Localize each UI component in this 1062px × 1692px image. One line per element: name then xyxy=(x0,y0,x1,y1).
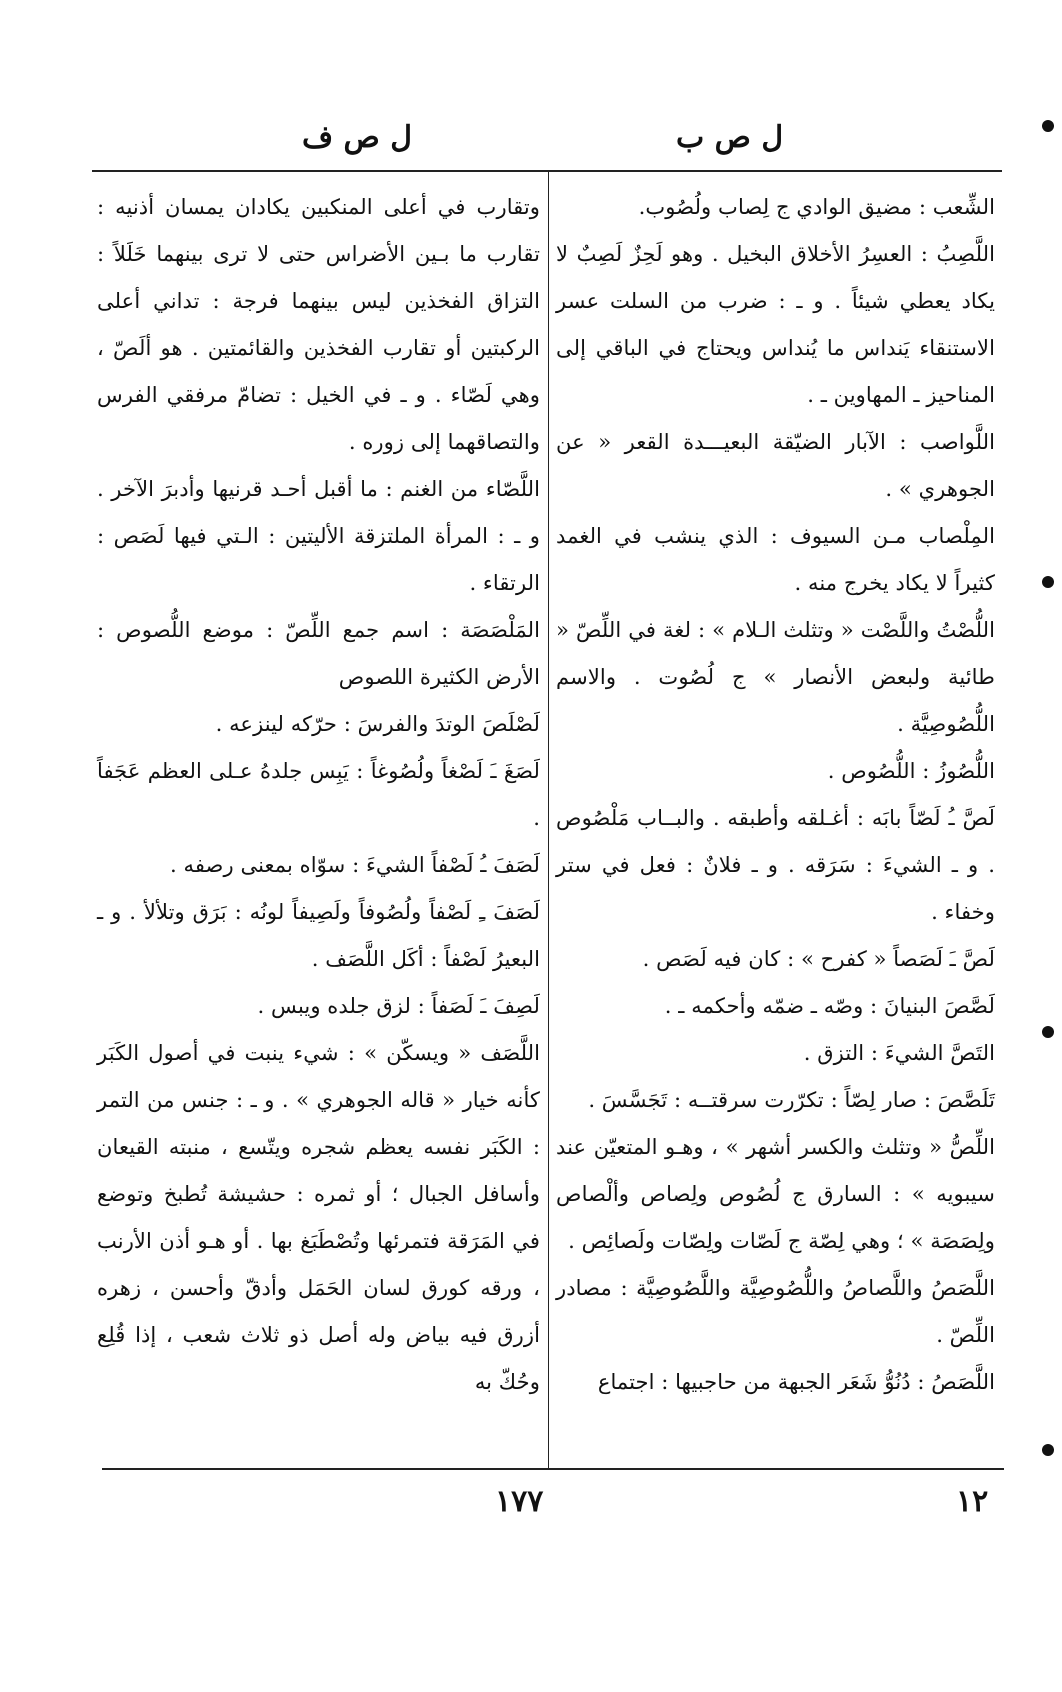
entry-paragraph: اللَّصَف « ويسكّن » : شيء ينبت في أصول الكَبَر كأنه خيار « قاله الجوهري » . و ـ : جنس من التمر : الكَبَر نفسه يعظم شجره ويتّسع ، منبته القيعان وأسافل الجبال ؛ أو ثمره : حشيشة تُطبخ وتوضع في المَرَقة فتمرئها وتُصْطَبَغ بها . أو هـو أذن الأرنب ، ورقه كورق لسان الحَمَل وأدقّ وأحسن ، زهره أزرق فيه بياض وله أصل ذو ثلاث شعب ، إذا قُلِع وحُكّ به xyxy=(97,1040,540,1394)
running-head-left: ل ص ف xyxy=(302,120,413,155)
entry-paragraph: وتقارب في أعلى المنكبين يكادان يمسان أذنيه : تقارب ما بـين الأضراس حتى لا ترى بينهما خَلَلاً : التزاق الفخذين ليس بينهما فرجة : تداني أعلى الركبتين أو تقارب الفخذين والقائمتين . هو ألَصّ ، وهي لَصّاء . و ـ في الخيل : تضامّ مرفقي الفرس والتصاقهما إلى زوره . xyxy=(97,194,540,454)
entry-paragraph: لَصَّصَ البنيانَ : وصّه ـ ضمّه وأحكمه ـ . xyxy=(664,993,995,1018)
entry-paragraph: اللَّصِبُ : العسِرُ الأخلاق البخيل . وهو لَحِزٌ لَصِبٌ لا يكاد يعطي شيئاً . و ـ : ضرب من السلت عسر الاستنقاء يَنداس ما يُنداس ويحتاج في الباقي إلى المناحيز ـ المهاوين ـ . xyxy=(556,241,995,407)
entry-paragraph: اللَّصَصُ واللَّصاصُ واللُّصُوصِيَّة واللَّصُوصِيَّة : مصادر اللِّصّ . xyxy=(556,1275,995,1347)
entry-paragraph: المَلْصَصَة : اسم جمع اللِّصّ : موضع اللُّصوص : الأرض الكثيرة اللصوص xyxy=(97,617,540,689)
sheet-number: ١٢ xyxy=(956,1484,989,1519)
entry-paragraph: لَصِفَ ـَ لَصَفاً : لزق جلده ويبس . xyxy=(257,993,540,1018)
margin-mark xyxy=(1042,576,1054,588)
entry-paragraph: التَصَّ الشيءَ : التزق . xyxy=(803,1040,995,1065)
right-column xyxy=(556,183,995,1405)
entry-paragraph: المِلْصاب مـن السيوف : الذي ينشب في الغمد كثيراً لا يكاد يخرج منه . xyxy=(556,523,995,595)
page-number: ١٧٧ xyxy=(495,1484,544,1519)
entry-paragraph: تَلَصَّصَ : صار لِصّاً : تكرّرت سرقتــه : تَجَسَّسَ . xyxy=(588,1087,995,1112)
entry-paragraph: اللُّصُوزُ : اللُّصُوص . xyxy=(827,758,995,783)
top-rule xyxy=(92,170,1002,172)
entry-paragraph: لَصَّ ـَ لَصَصاً « كفرح » : كان فيه لَصَص . xyxy=(642,946,995,971)
margin-mark xyxy=(1042,120,1054,132)
entry-paragraph: اللَّصّاء من الغنم : ما أقبل أحـد قرنيها وأدبرَ الآخر . و ـ : المرأة الملتزقة الأليتين : الـتي فيها لَصَص : الرتقاء . xyxy=(97,476,540,595)
running-head-right: ل ص ب xyxy=(676,120,784,155)
entry-paragraph: اللَّصَصُ : دُنُوُّ شَعَر الجبهة من حاجبيها : اجتماع xyxy=(597,1369,995,1394)
entry-paragraph: لَصَّ ـُ لَصّاً بابَه : أغـلقه وأطبقه . والبــاب مَلْصُوص . و ـ الشيءَ : سَرَقه . و ـ فلانٌ : فعل في ستر وخفاء . xyxy=(556,805,995,924)
bottom-rule xyxy=(102,1468,1004,1470)
entry-paragraph: اللِّصُّ « وتثلث والكسر أشهر » ، وهـو المتعيّن عند سيبويه » : السارق ج لُصُوص ولِصاص وألْصاص ولِصَصَة » ؛ وهي لِصّة ج لَصّات ولِصّات ولَصائِص . xyxy=(556,1134,995,1253)
entry-paragraph: اللُّصْتُ واللَّصْت « وتثلث الـلام » : لغة في اللِّصّ « طائية ولبعض الأنصار » ج لُصُوت . والاسم اللُّصُوصِيَّة . xyxy=(556,617,995,736)
left-column xyxy=(97,183,540,1405)
entry-paragraph: لَصْلَصَ الوتدَ والفرسَ : حرّكه لينزعه . xyxy=(215,711,540,736)
column-divider xyxy=(548,172,549,1468)
entry-paragraph: لَصَفَ ـُ لَصْفاً الشيءَ : سوّاه بمعنى رصفه . xyxy=(170,852,540,877)
entry-paragraph: لَصَغَ ـَ لَصْغاً ولُصُوغاً : يَبِس جلدهُ عـلى العظم عَجَفاً . xyxy=(97,758,540,830)
entry-paragraph: الشِّعب : مضيق الوادي ج لِصاب ولُصُوب. xyxy=(638,194,995,219)
margin-mark xyxy=(1042,1026,1054,1038)
margin-mark xyxy=(1042,1444,1054,1456)
entry-paragraph: اللَّواصب : الآبار الضيّقة البعيـــدة القعر « عن الجوهري » . xyxy=(556,429,995,501)
entry-paragraph: لَصَفَ ـِ لَصْفاً ولُصُوفاً ولَصِيفاً لونُه : بَرَق وتلألأ . و ـ البعيرُ لَصْفاً : أكَل اللَّصَف . xyxy=(97,899,540,971)
